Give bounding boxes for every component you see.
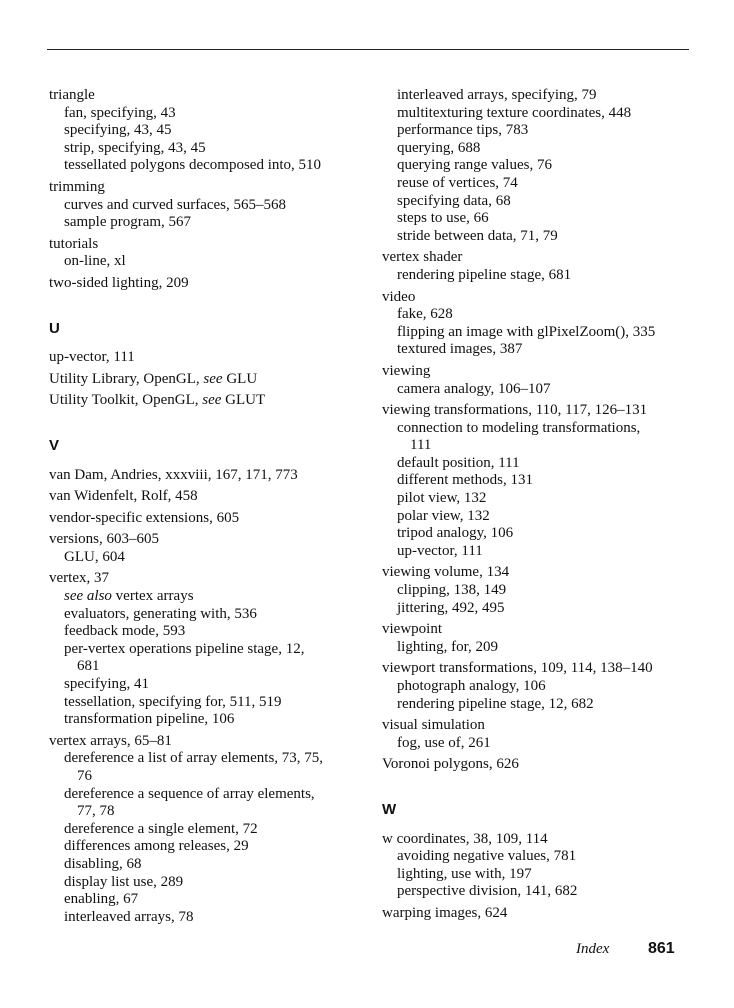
index-entry: vendor-specific extensions, 605 bbox=[49, 509, 240, 526]
index-entry: Voronoi polygons, 626 bbox=[382, 756, 519, 773]
index-entry: tessellated polygons decomposed into, 510 bbox=[64, 157, 322, 174]
index-entry: fan, specifying, 43 bbox=[64, 104, 176, 121]
index-entry: 77, 78 bbox=[77, 803, 115, 820]
index-entry: vertex shader bbox=[382, 249, 463, 266]
index-entry: querying, 688 bbox=[397, 139, 481, 156]
index-entry: perspective division, 141, 682 bbox=[397, 883, 578, 900]
index-column-left bbox=[49, 87, 359, 926]
index-entry: rendering pipeline stage, 12, 682 bbox=[397, 695, 594, 712]
index-entry: specifying, 41 bbox=[64, 676, 149, 693]
index-entry: curves and curved surfaces, 565–568 bbox=[64, 196, 287, 213]
section-letter: V bbox=[49, 436, 60, 454]
index-entry: jittering, 492, 495 bbox=[397, 599, 505, 616]
index-entry: Utility Toolkit, OpenGL, see GLUT bbox=[49, 392, 266, 409]
index-entry: 76 bbox=[77, 768, 92, 784]
index-entry: fog, use of, 261 bbox=[397, 734, 491, 751]
index-entry: evaluators, generating with, 536 bbox=[64, 605, 257, 622]
index-entry: lighting, use with, 197 bbox=[397, 865, 532, 882]
index-entry: warping images, 624 bbox=[382, 904, 508, 921]
index-entry: strip, specifying, 43, 45 bbox=[64, 139, 206, 156]
index-entry: up-vector, 111 bbox=[49, 349, 135, 366]
section-letter: W bbox=[382, 800, 397, 818]
index-entry: visual simulation bbox=[382, 717, 485, 734]
index-entry: van Dam, Andries, xxxviii, 167, 171, 773 bbox=[49, 466, 298, 483]
index-column-right bbox=[382, 87, 702, 923]
index-entry: tripod analogy, 106 bbox=[397, 525, 514, 542]
index-entry: connection to modeling transformations, bbox=[397, 419, 641, 436]
index-entry: fake, 628 bbox=[397, 306, 453, 323]
index-entry: dereference a single element, 72 bbox=[64, 820, 258, 837]
index-entry: up-vector, 111 bbox=[397, 542, 483, 559]
index-entry: photograph analogy, 106 bbox=[397, 678, 546, 694]
index-entry: van Widenfelt, Rolf, 458 bbox=[49, 488, 198, 505]
header-rule bbox=[47, 49, 689, 50]
index-entry: viewport transformations, 109, 114, 138–140 bbox=[382, 660, 653, 677]
index-entry: flipping an image with glPixelZoom(), 335 bbox=[397, 323, 656, 340]
index-entry: feedback mode, 593 bbox=[64, 623, 186, 640]
index-entry: stride between data, 71, 79 bbox=[397, 227, 558, 244]
index-entry: viewpoint bbox=[382, 621, 442, 638]
index-entry: performance tips, 783 bbox=[397, 122, 529, 139]
index-entry: tutorials bbox=[49, 235, 99, 252]
index-entry: dereference a list of array elements, 73, 75, bbox=[64, 750, 324, 767]
index-entry: transformation pipeline, 106 bbox=[64, 711, 235, 728]
index-entry: w coordinates, 38, 109, 114 bbox=[382, 830, 548, 847]
index-entry: rendering pipeline stage, 681 bbox=[397, 266, 572, 283]
index-entry: multitexturing texture coordinates, 448 bbox=[397, 104, 632, 121]
index-entry: GLU, 604 bbox=[64, 548, 125, 565]
index-entry: trimming bbox=[49, 178, 105, 195]
index-entry: 111 bbox=[410, 437, 432, 454]
index-entry: lighting, for, 209 bbox=[397, 638, 499, 655]
index-entry: vertex, 37 bbox=[49, 570, 109, 587]
index-entry: on-line, xl bbox=[64, 253, 126, 270]
index-entry: dereference a sequence of array elements, bbox=[64, 785, 315, 802]
index-entry: enabling, 67 bbox=[64, 891, 139, 908]
index-entry: per-vertex operations pipeline stage, 12, bbox=[64, 640, 305, 657]
index-entry: different methods, 131 bbox=[397, 472, 533, 489]
index-entry: vertex arrays, 65–81 bbox=[49, 732, 172, 749]
index-entry: triangle bbox=[49, 87, 95, 103]
index-entry: display list use, 289 bbox=[64, 873, 184, 890]
index-entry: steps to use, 66 bbox=[397, 210, 489, 227]
index-entry: specifying data, 68 bbox=[397, 192, 511, 209]
index-entry: interleaved arrays, specifying, 79 bbox=[397, 87, 597, 103]
index-entry: querying range values, 76 bbox=[397, 157, 552, 174]
index-entry: reuse of vertices, 74 bbox=[397, 174, 518, 191]
index-entry: see also vertex arrays bbox=[64, 588, 194, 605]
index-entry: viewing transformations, 110, 117, 126–131 bbox=[382, 402, 648, 419]
index-entry: Utility Library, OpenGL, see GLU bbox=[49, 370, 258, 387]
index-entry: interleaved arrays, 78 bbox=[64, 908, 194, 925]
index-entry: differences among releases, 29 bbox=[64, 838, 249, 855]
section-letter: U bbox=[49, 319, 60, 337]
index-entry: viewing volume, 134 bbox=[382, 564, 510, 581]
footer-label: Index bbox=[576, 941, 610, 957]
index-entry: pilot view, 132 bbox=[397, 490, 487, 507]
index-entry: tessellation, specifying for, 511, 519 bbox=[64, 693, 282, 710]
index-entry: clipping, 138, 149 bbox=[397, 582, 507, 599]
index-entry: polar view, 132 bbox=[397, 507, 490, 524]
index-entry: viewing bbox=[382, 362, 431, 379]
index-entry: avoiding negative values, 781 bbox=[397, 848, 577, 865]
index-entry: disabling, 68 bbox=[64, 855, 142, 872]
page-number: 861 bbox=[648, 940, 675, 957]
index-entry: default position, 111 bbox=[397, 454, 520, 471]
index-entry: camera analogy, 106–107 bbox=[397, 380, 551, 397]
index-entry: versions, 603–605 bbox=[49, 531, 159, 548]
index-entry: video bbox=[382, 288, 416, 305]
index-entry: specifying, 43, 45 bbox=[64, 122, 172, 139]
index-entry: two-sided lighting, 209 bbox=[49, 274, 189, 291]
index-entry: sample program, 567 bbox=[64, 214, 192, 231]
index-entry: textured images, 387 bbox=[397, 341, 523, 358]
index-entry: 681 bbox=[77, 658, 100, 675]
